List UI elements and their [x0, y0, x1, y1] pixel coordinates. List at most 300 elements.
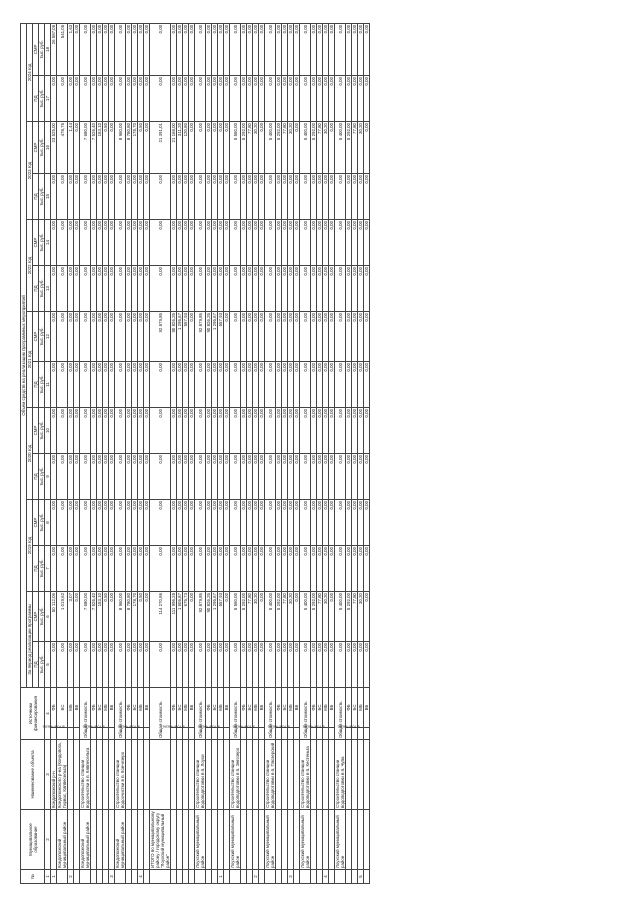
- value-cell: 0,00: [241, 641, 247, 687]
- value-cell: 0,00: [282, 407, 288, 453]
- value-cell: 0,00: [212, 545, 218, 591]
- value-cell: 0,00: [126, 361, 132, 407]
- value-cell: 0,00: [115, 311, 126, 361]
- table-row: [265, 23, 276, 883]
- value-cell: 0,00: [311, 641, 317, 687]
- row-number: 4: [138, 870, 144, 884]
- value-cell: 8 780,80: [126, 591, 132, 641]
- value-cell: 0,00: [288, 23, 294, 75]
- value-cell: 0,00: [57, 75, 68, 121]
- municipality-cell: Лоухский муниципальный район: [335, 810, 346, 870]
- source-cell: Общая стоимость: [300, 687, 311, 739]
- value-cell: 111 996,25: [171, 591, 177, 641]
- year-header: 2023 год: [27, 121, 33, 219]
- value-cell: 0,00: [317, 641, 323, 687]
- value-cell: 0,00: [282, 23, 288, 75]
- value-cell: 0,00: [183, 75, 189, 121]
- group-label-text: в том числе: [197, 724, 220, 730]
- value-cell: 0,00: [288, 265, 294, 311]
- value-cell: 0,00: [346, 407, 352, 453]
- value-cell: 0,00: [224, 265, 230, 311]
- value-cell: 0,00: [103, 641, 109, 687]
- value-cell: 0,00: [218, 265, 224, 311]
- value-cell: 0,00: [150, 453, 171, 499]
- value-cell: 0,00: [171, 265, 177, 311]
- value-cell: 0,00: [80, 641, 91, 687]
- value-cell: 0,00: [74, 75, 80, 121]
- value-cell: 0,00: [171, 75, 177, 121]
- value-cell: 0,00: [144, 591, 150, 641]
- value-cell: 0,00: [300, 499, 311, 545]
- value-cell: 0,00: [189, 75, 195, 121]
- value-cell: 0,00: [364, 23, 370, 75]
- value-cell: 0,00: [323, 265, 329, 311]
- value-cell: 0,00: [329, 361, 335, 407]
- value-cell: 0,00: [195, 407, 206, 453]
- source-cell: ФБ: [91, 687, 97, 727]
- object-cell: Строительство станции водоподготовки в п. Лоухи: [195, 740, 206, 810]
- value-cell: 30,20: [288, 121, 294, 173]
- value-cell: 0,00: [171, 499, 177, 545]
- value-cell: 0,00: [311, 407, 317, 453]
- value-cell: 0,00: [97, 265, 103, 311]
- value-cell: 0,00: [68, 311, 74, 361]
- value-cell: 21 391,01: [150, 121, 171, 173]
- value-cell: 0,00: [218, 75, 224, 121]
- value-cell: 0,00: [218, 219, 224, 265]
- value-cell: 0,00: [323, 361, 329, 407]
- source-cell: ФБ: [346, 687, 352, 727]
- value-cell: 0,00: [132, 311, 138, 361]
- value-cell: 0,00: [74, 23, 80, 75]
- value-cell: 0,00: [195, 361, 206, 407]
- value-cell: 0,00: [57, 545, 68, 591]
- value-cell: 0,00: [132, 23, 138, 75]
- value-cell: 0,00: [323, 219, 329, 265]
- column-number: 7: [45, 545, 51, 591]
- value-cell: 0,00: [177, 219, 183, 265]
- value-cell: 0,00: [195, 545, 206, 591]
- source-cell: МБ: [68, 687, 74, 727]
- value-cell: 0,00: [335, 265, 346, 311]
- value-cell: 0,00: [241, 75, 247, 121]
- value-cell: 0,00: [115, 499, 126, 545]
- value-cell: 0,00: [109, 545, 115, 591]
- value-cell: 0,00: [276, 545, 282, 591]
- value-cell: 0,00: [276, 23, 282, 75]
- value-cell: 0,00: [206, 265, 212, 311]
- value-cell: 0,00: [80, 75, 91, 121]
- row-number: 5: [358, 870, 364, 884]
- value-cell: 77,80: [352, 591, 358, 641]
- value-cell: 0,00: [126, 219, 132, 265]
- value-cell: 0,00: [218, 545, 224, 591]
- source-cell: Общая стоимость: [150, 687, 171, 739]
- value-cell: 0,00: [259, 311, 265, 361]
- value-cell: 0,50: [103, 121, 109, 173]
- value-cell: 0,00: [57, 219, 68, 265]
- value-cell: 0,00: [288, 499, 294, 545]
- value-cell: 0,00: [323, 641, 329, 687]
- value-cell: 0,00: [195, 75, 206, 121]
- value-cell: 0,00: [329, 219, 335, 265]
- value-cell: 0,00: [265, 311, 276, 361]
- value-cell: 0,00: [183, 361, 189, 407]
- value-cell: 0,00: [206, 499, 212, 545]
- value-cell: 0,00: [51, 407, 57, 453]
- value-cell: 0,00: [276, 499, 282, 545]
- value-cell: 0,00: [317, 361, 323, 407]
- unit-subheader: тыс. руб.: [39, 545, 45, 591]
- value-cell: 0,00: [109, 23, 115, 75]
- value-cell: 0,00: [276, 407, 282, 453]
- value-cell: 0,00: [138, 219, 144, 265]
- row-number: 1: [51, 870, 57, 884]
- column-number: 4: [45, 687, 51, 739]
- value-cell: 0,00: [91, 173, 97, 219]
- source-cell: МБ: [288, 687, 294, 727]
- value-cell: 0,00: [300, 173, 311, 219]
- value-cell: 0,00: [91, 265, 97, 311]
- value-cell: 0,00: [189, 641, 195, 687]
- value-cell: 0,00: [247, 499, 253, 545]
- value-cell: 0,00: [329, 499, 335, 545]
- municipality-cell: Лоухский муниципальный район: [300, 810, 311, 870]
- value-cell: 0,00: [212, 75, 218, 121]
- value-cell: 0,00: [247, 75, 253, 121]
- value-cell: 0,00: [294, 545, 300, 591]
- value-cell: 0,00: [253, 219, 259, 265]
- value-cell: 0,00: [329, 453, 335, 499]
- value-cell: 0,00: [224, 311, 230, 361]
- group-label: [267, 724, 290, 740]
- value-cell: 0,00: [183, 265, 189, 311]
- value-cell: 0,00: [329, 591, 335, 641]
- value-cell: 0,00: [282, 219, 288, 265]
- value-cell: 0,00: [74, 591, 80, 641]
- value-cell: 0,00: [265, 75, 276, 121]
- value-cell: 0,00: [144, 75, 150, 121]
- value-cell: 0,00: [247, 311, 253, 361]
- value-cell: 0,00: [259, 545, 265, 591]
- value-cell: 0,00: [346, 219, 352, 265]
- value-cell: 0,00: [346, 361, 352, 407]
- value-cell: 0,00: [218, 173, 224, 219]
- value-cell: 0,00: [276, 75, 282, 121]
- value-cell: 0,00: [171, 545, 177, 591]
- value-cell: 0,00: [358, 75, 364, 121]
- value-cell: 0,00: [288, 453, 294, 499]
- value-cell: 0,00: [224, 499, 230, 545]
- value-cell: 0,00: [346, 311, 352, 361]
- group-label: [117, 724, 140, 740]
- value-cell: 0,00: [109, 121, 115, 173]
- value-cell: 1 606,87: [177, 591, 183, 641]
- value-cell: 0,00: [352, 545, 358, 591]
- value-cell: 0,00: [189, 361, 195, 407]
- value-cell: 0,00: [241, 499, 247, 545]
- value-cell: 0,00: [51, 453, 57, 499]
- value-cell: 0,00: [132, 75, 138, 121]
- value-cell: 0,00: [212, 499, 218, 545]
- value-cell: 0,00: [294, 121, 300, 173]
- value-cell: 0,00: [300, 361, 311, 407]
- value-cell: 30,20: [323, 121, 329, 173]
- value-cell: 0,00: [311, 499, 317, 545]
- value-cell: 0,00: [241, 545, 247, 591]
- value-cell: 0,00: [253, 453, 259, 499]
- value-cell: 0,00: [352, 641, 358, 687]
- value-cell: 0,00: [294, 23, 300, 75]
- value-cell: 0,00: [294, 173, 300, 219]
- value-cell: 0,00: [317, 545, 323, 591]
- value-cell: 114 270,86: [150, 591, 171, 641]
- value-cell: 0,00: [335, 453, 346, 499]
- value-cell: 0,00: [311, 453, 317, 499]
- value-cell: 0,00: [68, 499, 74, 545]
- value-cell: 0,00: [150, 407, 171, 453]
- value-cell: 0,00: [51, 311, 57, 361]
- value-cell: 0,00: [230, 361, 241, 407]
- value-cell: 0,00: [109, 453, 115, 499]
- source-cell: ФБ: [276, 687, 282, 727]
- value-cell: 0,00: [352, 75, 358, 121]
- value-cell: 0,00: [68, 219, 74, 265]
- value-cell: 0,00: [138, 311, 144, 361]
- column-number: 8: [45, 499, 51, 545]
- value-cell: 0,00: [288, 361, 294, 407]
- value-cell: 0,00: [57, 311, 68, 361]
- value-cell: 0,00: [74, 219, 80, 265]
- value-cell: 0,00: [218, 499, 224, 545]
- value-cell: 0,00: [346, 545, 352, 591]
- value-cell: 0,00: [352, 407, 358, 453]
- value-cell: 0,00: [177, 75, 183, 121]
- value-cell: 0,00: [132, 453, 138, 499]
- row-number: [150, 870, 171, 884]
- value-cell: 0,00: [230, 23, 241, 75]
- value-cell: 1,44: [68, 121, 74, 173]
- value-cell: 0,00: [317, 311, 323, 361]
- group-label: [197, 724, 220, 740]
- value-cell: 5 292,00: [311, 121, 317, 173]
- unit-subheader: тыс. руб.: [39, 121, 45, 173]
- table-row: [57, 23, 68, 883]
- value-cell: 0,00: [150, 641, 171, 687]
- value-cell: 0,00: [259, 219, 265, 265]
- value-cell: 0,00: [241, 23, 247, 75]
- value-cell: 0,00: [132, 499, 138, 545]
- source-cell: МБ: [358, 687, 364, 727]
- value-cell: 0,00: [230, 311, 241, 361]
- value-cell: 0,00: [288, 219, 294, 265]
- value-cell: 0,00: [132, 407, 138, 453]
- value-cell: 0,00: [132, 265, 138, 311]
- value-cell: 0,00: [103, 545, 109, 591]
- value-cell: 0,00: [212, 173, 218, 219]
- unit-subheader: тыс. руб.: [39, 23, 45, 75]
- municipality-cell: Кондопожский муниципальный район: [115, 810, 126, 870]
- value-cell: 0,00: [358, 407, 364, 453]
- value-cell: 0,00: [74, 311, 80, 361]
- value-cell: 0,00: [115, 407, 126, 453]
- source-cell: ФБ: [126, 687, 132, 727]
- value-cell: 0,00: [259, 499, 265, 545]
- value-cell: 0,00: [189, 545, 195, 591]
- value-cell: 0,00: [177, 265, 183, 311]
- value-cell: 5 400,00: [300, 591, 311, 641]
- value-cell: 0,00: [80, 545, 91, 591]
- source-cell: Общая стоимость: [230, 687, 241, 739]
- value-cell: 0,00: [276, 311, 282, 361]
- value-cell: 0,00: [364, 361, 370, 407]
- value-cell: 0,00: [317, 75, 323, 121]
- value-cell: 0,00: [150, 219, 171, 265]
- column-number: 13: [45, 265, 51, 311]
- value-cell: 0,00: [74, 361, 80, 407]
- value-cell: 0,00: [138, 265, 144, 311]
- value-cell: 0,00: [265, 219, 276, 265]
- source-cell: МБ: [103, 687, 109, 727]
- group-label: [42, 724, 65, 740]
- value-cell: 0,00: [323, 75, 329, 121]
- pd-subheader: ПД: [33, 265, 39, 311]
- value-cell: 0,00: [247, 23, 253, 75]
- object-cell: Строительство станции водоподготовки в п. Чупа: [335, 740, 346, 810]
- value-cell: 0,00: [212, 453, 218, 499]
- value-cell: 0,00: [241, 265, 247, 311]
- smr-subheader: СМР: [33, 311, 39, 361]
- value-cell: 0,00: [358, 173, 364, 219]
- value-cell: 0,00: [91, 311, 97, 361]
- value-cell: 0,00: [300, 407, 311, 453]
- value-cell: 0,00: [80, 265, 91, 311]
- value-cell: 0,00: [91, 407, 97, 453]
- row-number: 4: [323, 870, 329, 884]
- value-cell: 0,00: [259, 23, 265, 75]
- object-cell: Строительство станции водоочистки в п. Кяппесельга: [80, 740, 91, 810]
- value-cell: 0,00: [189, 591, 195, 641]
- value-cell: 0,00: [109, 499, 115, 545]
- value-cell: 0,00: [195, 499, 206, 545]
- value-cell: 77,80: [282, 121, 288, 173]
- value-cell: 0,00: [230, 641, 241, 687]
- value-cell: 0,00: [150, 499, 171, 545]
- value-cell: 0,00: [329, 407, 335, 453]
- value-cell: 0,00: [171, 641, 177, 687]
- value-cell: 0,00: [138, 361, 144, 407]
- value-cell: 0,00: [253, 499, 259, 545]
- value-cell: 0,00: [97, 75, 103, 121]
- value-cell: 0,00: [294, 265, 300, 311]
- value-cell: 7 526,40: [91, 591, 97, 641]
- smr-subheader: СМР: [33, 121, 39, 173]
- value-cell: 0,00: [364, 453, 370, 499]
- value-cell: 0,00: [352, 361, 358, 407]
- value-cell: 0,00: [288, 407, 294, 453]
- value-cell: 0,00: [144, 265, 150, 311]
- unit-subheader: тыс. руб.: [39, 591, 45, 641]
- value-cell: 0,00: [300, 453, 311, 499]
- value-cell: 0,00: [80, 453, 91, 499]
- value-cell: 0,00: [97, 453, 103, 499]
- value-cell: 0,00: [300, 75, 311, 121]
- column-number: 17: [45, 75, 51, 121]
- unit-subheader: тыс. руб.: [39, 311, 45, 361]
- value-cell: 0,00: [103, 173, 109, 219]
- value-cell: 0,00: [177, 545, 183, 591]
- table-row: [115, 23, 126, 883]
- source-cell: БС: [282, 687, 288, 727]
- value-cell: 77,80: [247, 591, 253, 641]
- group-label-text: в том числе: [232, 724, 255, 730]
- value-cell: 0,00: [177, 173, 183, 219]
- value-cell: 0,00: [183, 219, 189, 265]
- value-cell: 0,00: [253, 75, 259, 121]
- value-cell: 0,00: [212, 407, 218, 453]
- value-cell: 0,00: [74, 173, 80, 219]
- value-cell: 0,00: [352, 219, 358, 265]
- value-cell: 0,00: [358, 499, 364, 545]
- value-cell: 0,00: [183, 173, 189, 219]
- value-cell: 0,00: [317, 499, 323, 545]
- value-cell: 0,00: [259, 407, 265, 453]
- value-cell: 0,00: [253, 173, 259, 219]
- value-cell: 0,00: [51, 641, 57, 687]
- group-label: [337, 724, 360, 740]
- value-cell: 0,00: [97, 311, 103, 361]
- group-label-text: в том числе: [117, 724, 140, 730]
- value-cell: 0,00: [97, 23, 103, 75]
- value-cell: 0,00: [80, 407, 91, 453]
- value-cell: 0,00: [317, 23, 323, 75]
- pd-subheader: ПД: [33, 361, 39, 407]
- value-cell: 0,00: [132, 545, 138, 591]
- value-cell: 0,00: [206, 173, 212, 219]
- value-cell: 0,00: [51, 361, 57, 407]
- value-cell: 0,00: [132, 641, 138, 687]
- value-cell: 0,00: [57, 361, 68, 407]
- value-cell: 0,00: [74, 121, 80, 173]
- source-cell: ВБ: [144, 687, 150, 727]
- source-cell: ВБ: [224, 687, 230, 727]
- value-cell: 0,00: [195, 173, 206, 219]
- value-cell: 0,00: [335, 361, 346, 407]
- value-cell: 0,00: [218, 23, 224, 75]
- value-cell: 0,00: [103, 265, 109, 311]
- value-cell: 0,00: [68, 641, 74, 687]
- value-cell: 0,00: [212, 265, 218, 311]
- value-cell: 0,00: [288, 545, 294, 591]
- row-number: [80, 870, 91, 884]
- value-cell: 0,00: [265, 407, 276, 453]
- value-cell: 0,00: [335, 545, 346, 591]
- value-cell: 0,00: [171, 23, 177, 75]
- value-cell: 0,00: [335, 23, 346, 75]
- column-number: 12: [45, 311, 51, 361]
- value-cell: 0,00: [189, 219, 195, 265]
- row-number: [115, 870, 126, 884]
- value-cell: 0,00: [311, 173, 317, 219]
- value-cell: 0,00: [224, 453, 230, 499]
- value-cell: 1,63: [68, 23, 74, 75]
- group-label: [364, 728, 370, 740]
- value-cell: 0,00: [323, 173, 329, 219]
- value-cell: 0,00: [195, 453, 206, 499]
- value-cell: 0,00: [364, 591, 370, 641]
- source-cell: ВБ: [74, 687, 80, 727]
- value-cell: 1 295,67: [177, 311, 183, 361]
